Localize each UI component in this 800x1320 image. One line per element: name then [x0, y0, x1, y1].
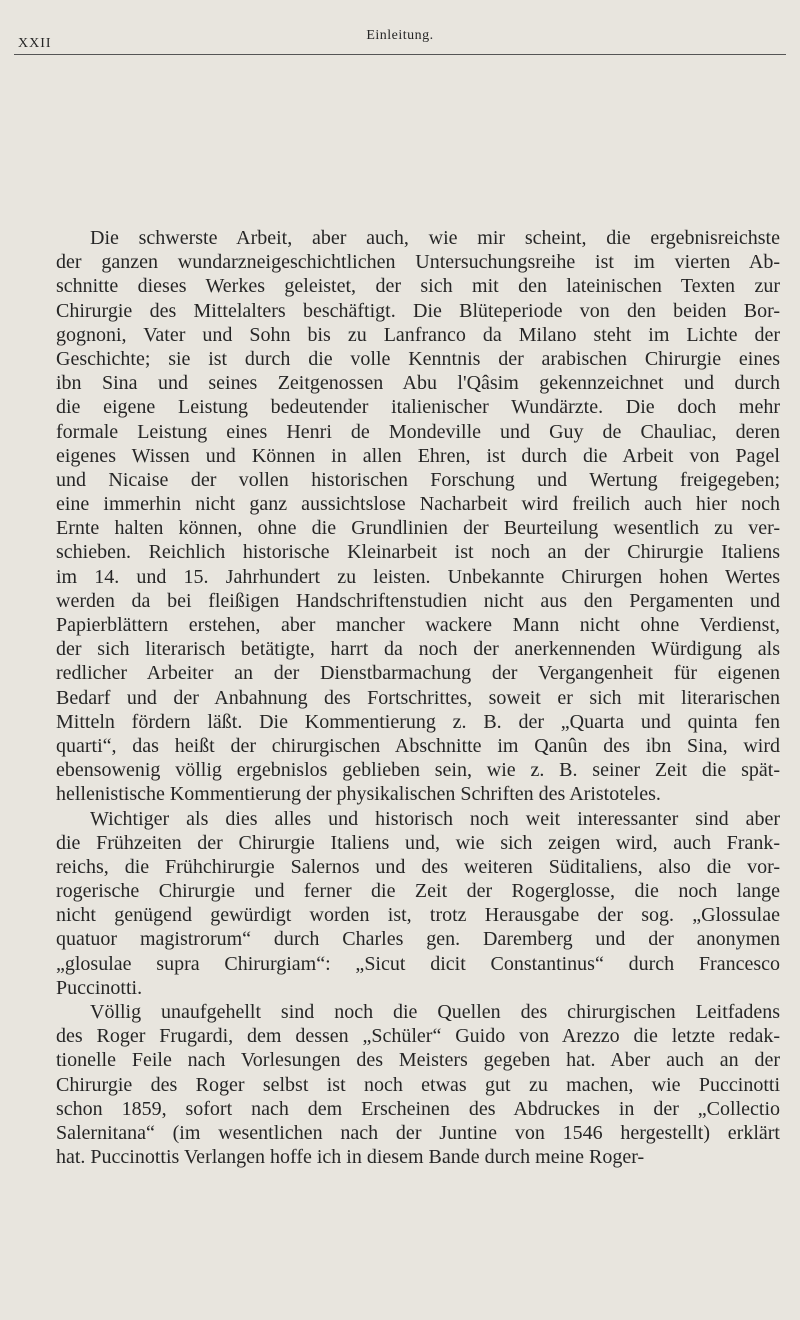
- header-rule: [14, 54, 786, 55]
- text-line: hat. Puccinottis Verlangen hoffe ich in diesem Bande durch meine Roger-: [56, 1146, 645, 1169]
- text-line: ibn Sina und seines Zeitgenossen Abu l'Qâsim gekennzeichnet und durch: [56, 372, 780, 395]
- text-line: Wichtiger als dies alles und historisch noch weit interessanter sind aber: [90, 807, 780, 830]
- text-line: im 14. und 15. Jahrhundert zu leisten. Unbekannte Chirurgen hohen Wertes: [56, 565, 780, 588]
- text-line: die eigene Leistung bedeutender italienischer Wundärzte. Die doch mehr: [56, 396, 780, 419]
- text-line: Geschichte; sie ist durch die volle Kenntnis der arabischen Chirurgie eines: [56, 347, 780, 370]
- text-line: Papierblättern erstehen, aber mancher wackere Mann nicht ohne Verdienst,: [56, 614, 780, 636]
- text-line: hellenistische Kommentierung der physikalischen Schriften des Aristoteles.: [56, 783, 661, 806]
- body-text: [56, 226, 780, 1169]
- text-line: rogerische Chirurgie und ferner die Zeit der Rogerglosse, die noch lange: [56, 880, 780, 903]
- text-line: Puccinotti.: [56, 976, 143, 999]
- text-line: Ernte halten können, ohne die Grundlinien der Beurteilung wesentlich zu ver-: [56, 517, 780, 540]
- text-line: nicht genügend gewürdigt worden ist, trotz Herausgabe der sog. „Glossulae: [56, 904, 780, 927]
- text-line: ebensowenig völlig ergebnislos geblieben sein, wie z. B. seiner Zeit die spät-: [56, 759, 780, 782]
- text-line: Chirurgie des Mittelalters beschäftigt. Die Blüteperiode von den beiden Bor-: [56, 299, 780, 322]
- text-line: gognoni, Vater und Sohn bis zu Lanfranco da Milano steht im Lichte der: [56, 323, 780, 346]
- text-line: schnitte dieses Werkes geleistet, der sich mit den lateinischen Texten zur: [56, 275, 780, 298]
- page-header: [0, 26, 800, 56]
- text-line: Bedarf und der Anbahnung des Fortschrittes, soweit er sich mit literarischen: [56, 686, 780, 709]
- text-line: quarti“, das heißt der chirurgischen Abschnitte im Qanûn des ibn Sina, wird: [56, 734, 780, 757]
- text-line: tionelle Feile nach Vorlesungen des Meisters gegeben hat. Aber auch an der: [56, 1049, 780, 1072]
- text-line: werden da bei fleißigen Handschriftenstudien nicht aus den Pergamenten und: [56, 589, 780, 612]
- text-line: eine immerhin nicht ganz aussichtslose Nacharbeit wird freilich auch hier noch: [56, 493, 780, 516]
- text-line: „glosulae supra Chirurgiam“: „Sicut dicit Constantinus“ durch Francesco: [56, 952, 780, 975]
- page-number: XXII: [18, 36, 52, 51]
- text-line: reichs, die Frühchirurgie Salernos und des weiteren Süditaliens, also die vor-: [56, 855, 780, 878]
- text-line: des Roger Frugardi, dem dessen „Schüler“ Guido von Arezzo die letzte redak-: [56, 1025, 780, 1048]
- text-line: der ganzen wundarzneigeschichtlichen Untersuchungsreihe ist im vierten Ab-: [56, 251, 780, 274]
- text-line: quatuor magistrorum“ durch Charles gen. Daremberg und der anonymen: [56, 928, 780, 951]
- text-line: die Frühzeiten der Chirurgie Italiens und, wie sich zeigen wird, auch Frank-: [56, 831, 780, 854]
- text-line: redlicher Arbeiter an der Dienstbarmachung der Vergangenheit für eigenen: [56, 662, 780, 685]
- running-title: Einleitung.: [366, 28, 434, 43]
- text-line: der sich literarisch betätigte, harrt da noch der anerkennenden Würdigung als: [56, 638, 780, 661]
- text-line: schieben. Reichlich historische Kleinarbeit ist noch an der Chirurgie Italiens: [56, 541, 780, 564]
- text-line: Völlig unaufgehellt sind noch die Quellen des chirurgischen Leitfadens: [90, 1001, 780, 1023]
- text-line: formale Leistung eines Henri de Mondeville und Guy de Chauliac, deren: [56, 420, 780, 443]
- text-line: Die schwerste Arbeit, aber auch, wie mir scheint, die ergebnisreichste: [90, 227, 780, 249]
- text-line: Chirurgie des Roger selbst ist noch etwas gut zu machen, wie Puccinotti: [56, 1073, 780, 1096]
- text-line: Salernitana“ (im wesentlichen nach der Juntine von 1546 hergestellt) erklärt: [56, 1121, 780, 1144]
- text-line: und Nicaise der vollen historischen Forschung und Wertung freigegeben;: [56, 468, 780, 491]
- text-line: schon 1859, sofort nach dem Erscheinen des Abdruckes in der „Collectio: [56, 1097, 780, 1120]
- text-line: eigenes Wissen und Können in allen Ehren, ist durch die Arbeit von Pagel: [56, 444, 780, 467]
- text-line: Mitteln fördern läßt. Die Kommentierung z. B. der „Quarta und quinta fen: [56, 710, 780, 733]
